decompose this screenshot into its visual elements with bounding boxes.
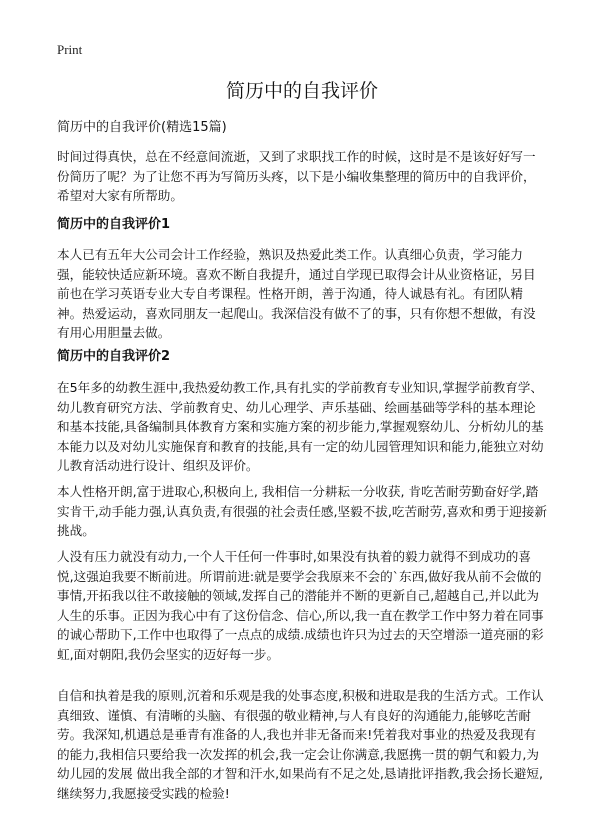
page-title: 简历中的自我评价 [225,80,378,102]
print-label: Print [57,42,83,57]
document-page [57,0,547,828]
document-subtitle: 简历中的自我评价(精选15篇) [57,120,227,135]
section-heading-1: 简历中的自我评价1 [57,217,171,232]
intro-paragraph: 时间过得真快，总在不经意间流逝，又到了求职找工作的时候，这时是不是该好好写一份简历了呢？为了让您不再为写简历头疼，以下是小编收集整理的简历中的自我评价，希望对大家有所帮助。 [57,149,536,204]
section-heading-2: 简历中的自我评价2 [57,349,171,364]
section-2-paragraph-1: 在5年多的幼教生涯中,我热爱幼教工作,具有扎实的学前教育专业知识,掌握学前教育学、幼儿教育研究方法、学前教育史、幼儿心理学、声乐基础、绘画基础等学科的基本理论和基本技能,具备编制具体教育方案和实施方案的初步能力,掌握观察幼儿、分析幼儿的基本能力以及对幼儿实施保育和教育的技能,具有一定的幼儿园管理知识和能力,能独立对幼儿教育活动进行设计、组织及评价。 [57,380,544,474]
section-1-paragraph-1: 本人已有五年大公司会计工作经验，熟识及热爱此类工作。认真细心负责，学习能力强，能较快适应新环境。喜欢不断自我提升，通过自学现已取得会计从业资格证，另目前也在学习英语专业大专自考课程。性格开朗，善于沟通，待人诚恳有礼。有团队精神。热爱运动，喜欢同朋友一起爬山。我深信没有做不了的事，只有你想不想做，有没有用心用胆量去做。 [57,247,536,341]
section-2-paragraph-4: 自信和执着是我的原则,沉着和乐观是我的处事态度,积极和进取是我的生活方式。工作认真细致、谨慎、有清晰的头脑、有很强的敬业精神,与人有良好的沟通能力,能够吃苦耐劳。我深知,机遇总是垂青有准备的人,我也并非无备而来!凭着我对事业的热爱及我现有的能力,我相信只要给我一次发挥的机会,我一定会让你满意,我愿携一贯的朝气和毅力,为幼儿园的发展 做出我全部的才智和汗水,如果尚有不足之处,恳请批评指教,我会扬长避短,继续努力,我愿接受实践的检验! [57,688,544,801]
section-2-paragraph-2: 本人性格开朗,富于进取心,积极向上, 我相信一分耕耘一分收获, 肯吃苦耐劳勤奋好学,踏实肯干,动手能力强,认真负责,有很强的社会责任感,坚毅不拔,吃苦耐劳,喜欢和勇于迎接新挑战。 [57,484,547,539]
section-2-paragraph-3: 人没有压力就没有动力,一个人干任何一件事时,如果没有执着的毅力就得不到成功的喜悦,这强迫我要不断前进。所谓前进:就是要学会我原来不会的`东西,做好我从前不会做的事情,开拓我以往不敢接触的领域,发挥自己的潜能并不断的更新自己,超越自己,并以此为人生的乐事。正因为我心中有了这份信念、信心,所以,我一直在教学工作中努力着在同事的诚心帮助下,工作中也取得了一点点的成绩.成绩也许只为过去的天空增添一道亮丽的彩虹,面对朝阳,我仍会坚实的迈好每一步。 [57,549,544,662]
